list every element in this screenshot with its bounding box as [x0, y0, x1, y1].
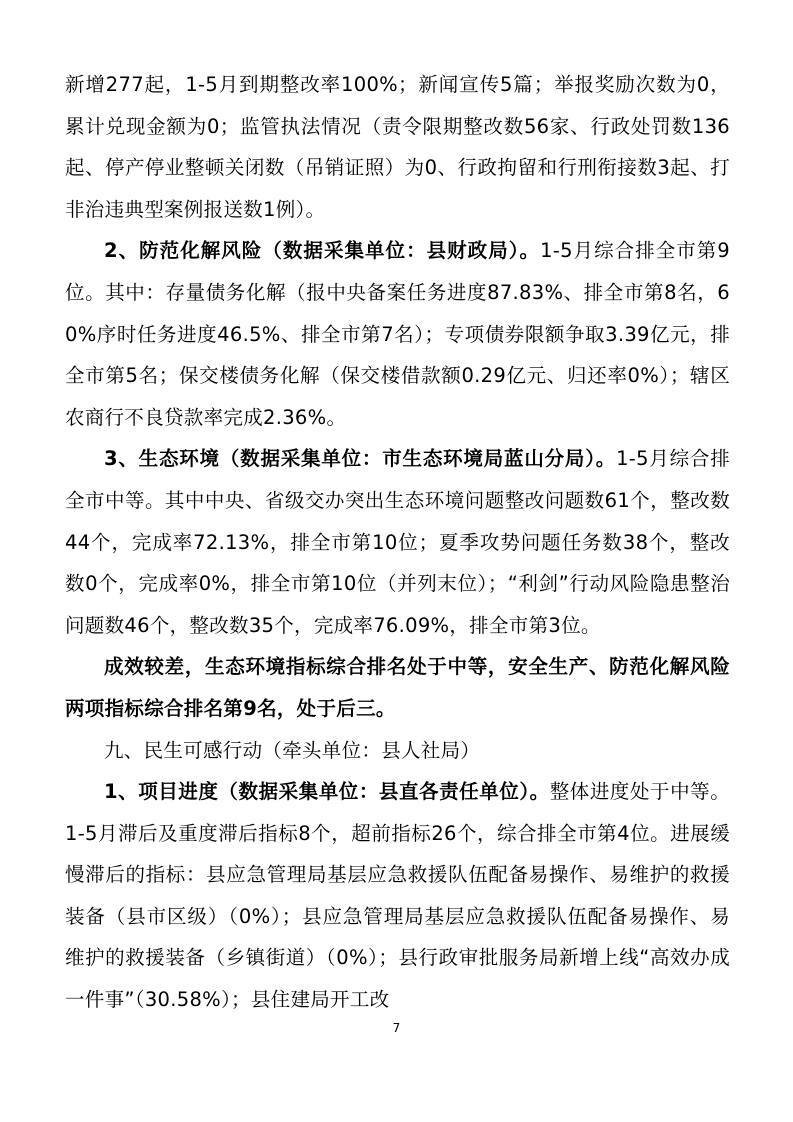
section-title-livelihood [65, 730, 730, 772]
section-title-text: 九、民生可感行动（牵头单位：县人社局） [104, 738, 481, 762]
paragraph-risk-prevention [65, 230, 730, 438]
paragraph-text: 1-5月综合排全市中等。其中中央、省级交办突出生态环境问题整改问题数61个，整改数44个，完成率72.13%，排全市第10位；夏季攻势问题任务数38个，整改数0个，完成率0%，排全市第10位（并列末位）；“利剑”行动风险隐患整治问题数46个，整改数35个，完成率76.09%，排全市第3位。 [65, 447, 731, 637]
paragraph-ecology [65, 438, 730, 646]
section-heading-risk-prevention: 2、防范化解风险（数据采集单位：县财政局）。 [104, 239, 541, 263]
paragraph-summary [65, 646, 730, 729]
section-heading-ecology: 3、生态环境（数据采集单位：市生态环境局蓝山分局）。 [104, 447, 617, 471]
document-page [65, 64, 730, 1021]
page-number: 7 [392, 1021, 401, 1035]
section-heading-project-progress: 1、项目进度（数据采集单位：县直各责任单位）。 [104, 780, 550, 804]
paragraph-text: 1-5月综合排全市第9位。其中：存量债务化解（报中央备案任务进度87.83%、排全市第8名，60%序时任务进度46.5%、排全市第7名）；专项债券限额争取3.39亿元，排全市第5名；保交楼债务化解（保交楼借款额0.29亿元、归还率0%）；辖区农商行不良贷款率完成2.36%。 [65, 239, 731, 429]
paragraph-safety-continued [65, 64, 730, 230]
paragraph-project-progress [65, 771, 730, 1021]
summary-bold-text: 成效较差，生态环境指标综合排名处于中等，安全生产、防范化解风险两项指标综合排名第9名，处于后三。 [65, 655, 730, 720]
paragraph-text: 新增277起，1-5月到期整改率100%；新闻宣传5篇；举报奖励次数为0，累计兑现金额为0；监管执法情况（责令限期整改数56家、行政处罚数136起、停产停业整顿关闭数（吊销证照）为0、行政拘留和行刑衔接数3起、打非治违典型案例报送数1例）。 [65, 73, 730, 221]
paragraph-text: 整体进度处于中等。1-5月滞后及重度滞后指标8个，超前指标26个，综合排全市第4位。进展缓慢滞后的指标：县应急管理局基层应急救援队伍配备易操作、易维护的救援装备（县市区级）（0%）；县应急管理局基层应急救援队伍配备易操作、易维护的救援装备（乡镇街道）（0%）；县行政审批服务局新增上线“高效办成一件事”（30.58%）；县住建局开工改 [65, 780, 731, 1012]
